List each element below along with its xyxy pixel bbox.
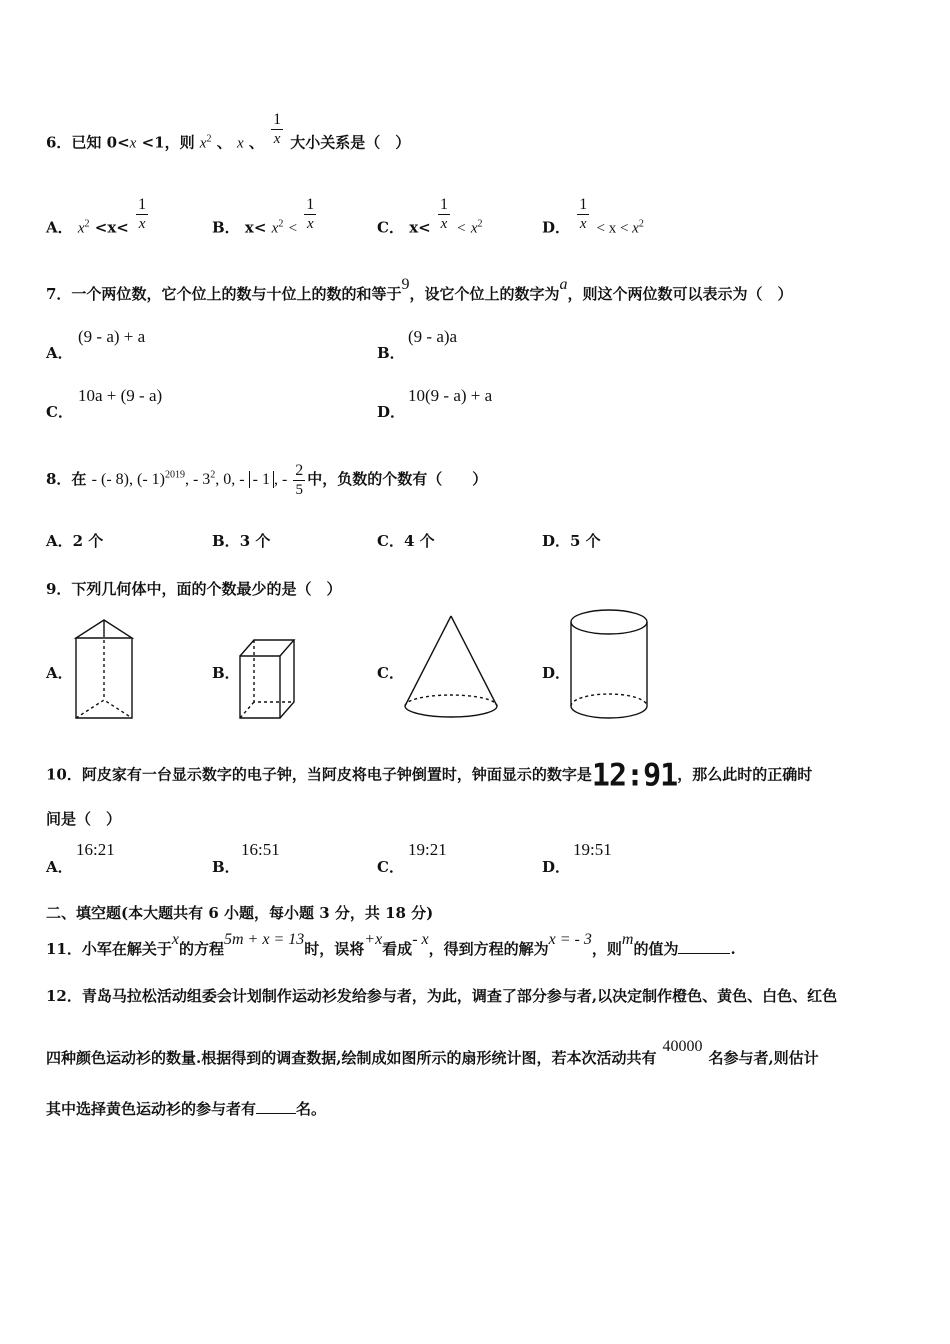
question-10-line2 bbox=[46, 808, 121, 829]
q6-sep1: 、 bbox=[211, 133, 232, 152]
q9-option-a-letter: A． bbox=[46, 664, 73, 682]
q11-equation: 5m + x = 13 bbox=[224, 931, 305, 948]
q11-minus-x: - x bbox=[412, 931, 429, 948]
q6-x-b: x bbox=[236, 135, 244, 152]
q6-fraction bbox=[271, 111, 283, 148]
question-12-line1 bbox=[46, 985, 837, 1006]
q11-p1: 11．小军在解关于 bbox=[46, 940, 172, 958]
q11-p2: 的方程 bbox=[178, 940, 224, 958]
q6a-frac bbox=[136, 196, 148, 233]
q8-option-a[interactable] bbox=[46, 530, 103, 551]
cuboid-figure bbox=[236, 636, 300, 722]
q8-option-b[interactable] bbox=[212, 530, 270, 551]
question-8 bbox=[46, 462, 487, 499]
q6c-num: 1 bbox=[439, 196, 448, 213]
cylinder-figure bbox=[566, 606, 652, 722]
q8-prefix: 8．在 bbox=[46, 470, 87, 489]
digital-clock-display: 12:91 bbox=[591, 757, 678, 794]
q10-option-a-letter: A． bbox=[46, 858, 73, 876]
q12-answer-blank[interactable] bbox=[256, 1099, 296, 1114]
q6b-den: x bbox=[306, 216, 314, 232]
q11-m: m bbox=[621, 931, 634, 948]
q6a-num: 1 bbox=[138, 196, 147, 213]
q8-option-a-text: 2 个 bbox=[72, 532, 104, 550]
question-10 bbox=[46, 758, 812, 793]
q6-x: x bbox=[129, 135, 137, 152]
q6d-sq: 2 bbox=[638, 218, 644, 230]
q6-frac-num: 1 bbox=[273, 111, 282, 128]
q10-option-d-letter: D． bbox=[542, 858, 571, 876]
triangular-prism-figure bbox=[70, 618, 140, 722]
q8-option-d-letter: D． bbox=[542, 532, 571, 550]
q6-sep2: 、 bbox=[243, 133, 264, 152]
q10-prefix: 10．阿皮家有一台显示数字的电子钟，当阿皮将电子钟倒置时，钟面显示的数字是 bbox=[46, 765, 592, 784]
q10-option-c-letter: C． bbox=[377, 858, 404, 876]
q10-suffix: ，那么此时的正确时 bbox=[677, 765, 813, 784]
q6c-xlt: x< bbox=[409, 218, 431, 237]
q8-option-b-text: 3 个 bbox=[239, 532, 271, 550]
q7-option-d-letter: D． bbox=[377, 403, 406, 421]
q7-option-d-expr: 10(9 - a) + a bbox=[408, 386, 493, 405]
q6d-den: x bbox=[579, 216, 587, 232]
q7-option-d[interactable] bbox=[377, 401, 405, 422]
q7-option-c[interactable] bbox=[46, 401, 73, 422]
q6d-ltx: < x < bbox=[596, 220, 633, 237]
q11-p7: 的值为 bbox=[633, 940, 679, 958]
q6c-sq: 2 bbox=[477, 218, 483, 230]
q8-suffix: 中，负数的个数有（ ） bbox=[307, 470, 488, 489]
q7-option-c-expr: 10a + (9 - a) bbox=[78, 386, 163, 405]
q6b-xlt: x< bbox=[244, 218, 267, 237]
q11-p6: ，则 bbox=[591, 940, 622, 958]
q12-line3b: 名。 bbox=[296, 1100, 327, 1118]
q11-solution: x = - 3 bbox=[548, 931, 592, 948]
q10-option-a[interactable] bbox=[46, 856, 73, 877]
q8-expr-b: , - 3 bbox=[184, 471, 211, 489]
q10-option-a-text: 16:21 bbox=[76, 840, 115, 859]
q10-option-b[interactable] bbox=[212, 856, 240, 877]
q6-option-b-letter: B． bbox=[212, 218, 240, 237]
q11-plus-x: +x bbox=[364, 931, 383, 948]
q8-option-c-letter: C． bbox=[377, 532, 404, 550]
question-11 bbox=[46, 931, 736, 959]
q8-abs: - 1 bbox=[249, 471, 274, 488]
q6a-sq: 2 bbox=[84, 218, 90, 230]
q11-p5: ，得到方程的解为 bbox=[428, 940, 549, 958]
q7-option-c-letter: C． bbox=[46, 403, 73, 421]
q7-option-a-expr: (9 - a) + a bbox=[78, 327, 146, 346]
q6b-x: x bbox=[271, 220, 279, 237]
q8-exp: 2019 bbox=[164, 469, 185, 481]
q10-option-d[interactable] bbox=[542, 856, 570, 877]
q7-option-b[interactable] bbox=[377, 342, 405, 363]
q9-option-a[interactable] bbox=[46, 662, 73, 683]
q8-frac bbox=[293, 462, 305, 499]
q10-option-b-text: 16:51 bbox=[241, 840, 280, 859]
q6c-x: x bbox=[470, 220, 478, 237]
section-2-title: 二、填空题(本大题共有 6 小题，每小题 3 分，共 18 分) bbox=[46, 904, 434, 922]
q6a-x: x bbox=[77, 220, 85, 237]
q8-option-d-text: 5 个 bbox=[570, 532, 601, 550]
q6c-frac bbox=[438, 196, 450, 233]
q7-option-a-letter: A． bbox=[46, 344, 73, 362]
q8-expr-c: , 0, - bbox=[215, 471, 249, 489]
q7-nine: 9 bbox=[401, 276, 410, 293]
q6b-sq: 2 bbox=[278, 218, 284, 230]
q6-x2-exp: 2 bbox=[206, 133, 212, 145]
question-7 bbox=[46, 276, 793, 304]
q7-option-b-letter: B． bbox=[377, 344, 405, 362]
q10-option-c[interactable] bbox=[377, 856, 404, 877]
question-12-line3 bbox=[46, 1098, 326, 1119]
q8-option-b-letter: B． bbox=[212, 532, 240, 550]
q8-option-d[interactable] bbox=[542, 530, 601, 551]
q8-option-c-text: 4 个 bbox=[403, 532, 435, 550]
q10-option-c-text: 19:21 bbox=[408, 840, 447, 859]
q6-x2-base: x bbox=[199, 135, 207, 152]
q9-option-b-letter: B． bbox=[212, 664, 240, 682]
q11-p3: 时，误将 bbox=[304, 940, 365, 958]
q7-option-b-expr: (9 - a)a bbox=[408, 327, 458, 346]
q10-line2: 间是（ ） bbox=[46, 810, 122, 828]
q10-option-b-letter: B． bbox=[212, 858, 240, 876]
question-6 bbox=[46, 111, 411, 162]
q6-suffix: 大小关系是（ ） bbox=[285, 133, 411, 152]
q6d-num: 1 bbox=[579, 196, 588, 213]
q7-mid: ，设它个位上的数字为 bbox=[409, 285, 560, 303]
q9-option-c[interactable] bbox=[377, 662, 404, 683]
q8-exp2: 2 bbox=[210, 469, 216, 481]
q6-option-a[interactable] bbox=[46, 196, 150, 247]
q9-title: 9．下列几何体中，面的个数最少的是（ ） bbox=[46, 580, 342, 598]
q8-expr-d: , - bbox=[273, 471, 292, 489]
question-9 bbox=[46, 578, 341, 599]
q12-line3a: 其中选择黄色运动衫的参与者有 bbox=[46, 1100, 257, 1118]
q8-num: 2 bbox=[295, 462, 304, 479]
q6c-lt: < bbox=[457, 220, 466, 237]
q6-option-c-letter: C． bbox=[377, 218, 404, 237]
q6d-x: x bbox=[632, 220, 639, 237]
q6d-frac bbox=[577, 196, 589, 233]
q9-option-c-letter: C． bbox=[377, 664, 404, 682]
q6a-ltx: <x< bbox=[94, 218, 129, 237]
q7-suffix: ，则这个两位数可以表示为（ ） bbox=[567, 285, 793, 303]
question-12-line2 bbox=[46, 1038, 819, 1068]
q8-option-c[interactable] bbox=[377, 530, 435, 551]
section-2-heading bbox=[46, 902, 433, 923]
q8-expr-a: - (- 8), (- 1) bbox=[91, 471, 165, 489]
q12-line2a: 四种颜色运动衫的数量.根据得到的调查数据,绘制成如图所示的扇形统计图，若本次活动共有 bbox=[46, 1049, 657, 1067]
q6-option-b[interactable] bbox=[212, 196, 318, 247]
q12-line1: 12．青岛马拉松活动组委会计划制作运动衫发给参与者，为此，调查了部分参与者,以决定制作橙色、黄色、白色、红色 bbox=[46, 987, 838, 1005]
q6-option-d-letter: D． bbox=[542, 218, 571, 237]
q6-frac-den: x bbox=[273, 131, 281, 147]
q8-den: 5 bbox=[295, 482, 304, 498]
q11-end: . bbox=[730, 940, 736, 958]
q7-prefix: 7．一个两位数，它个位上的数与十位上的数的和等于 bbox=[46, 285, 402, 303]
q8-option-a-letter: A． bbox=[46, 532, 73, 550]
q12-count: 40000 bbox=[662, 1038, 703, 1055]
q12-line2b: 名参与者,则估计 bbox=[708, 1049, 819, 1067]
cone-figure bbox=[401, 612, 501, 722]
q6-mid: <1，则 bbox=[136, 133, 200, 152]
q6b-frac bbox=[304, 196, 316, 233]
q9-option-d-letter: D． bbox=[542, 664, 571, 682]
q6c-den: x bbox=[440, 216, 448, 232]
q11-x: x bbox=[171, 931, 179, 948]
q8-set bbox=[91, 462, 308, 498]
q7-a: a bbox=[559, 276, 568, 293]
q6b-lt: < bbox=[288, 220, 298, 237]
q11-answer-blank[interactable] bbox=[678, 939, 730, 954]
q6-prefix: 6．已知 0< bbox=[46, 133, 130, 152]
q6-option-a-letter: A． bbox=[46, 218, 73, 237]
q10-option-d-text: 19:51 bbox=[573, 840, 612, 859]
q6-option-d[interactable] bbox=[542, 196, 644, 247]
q6b-num: 1 bbox=[306, 196, 315, 213]
q11-p4: 看成 bbox=[382, 940, 413, 958]
q6-option-c[interactable] bbox=[377, 196, 483, 247]
q6a-den: x bbox=[138, 216, 146, 232]
q7-option-a[interactable] bbox=[46, 342, 73, 363]
